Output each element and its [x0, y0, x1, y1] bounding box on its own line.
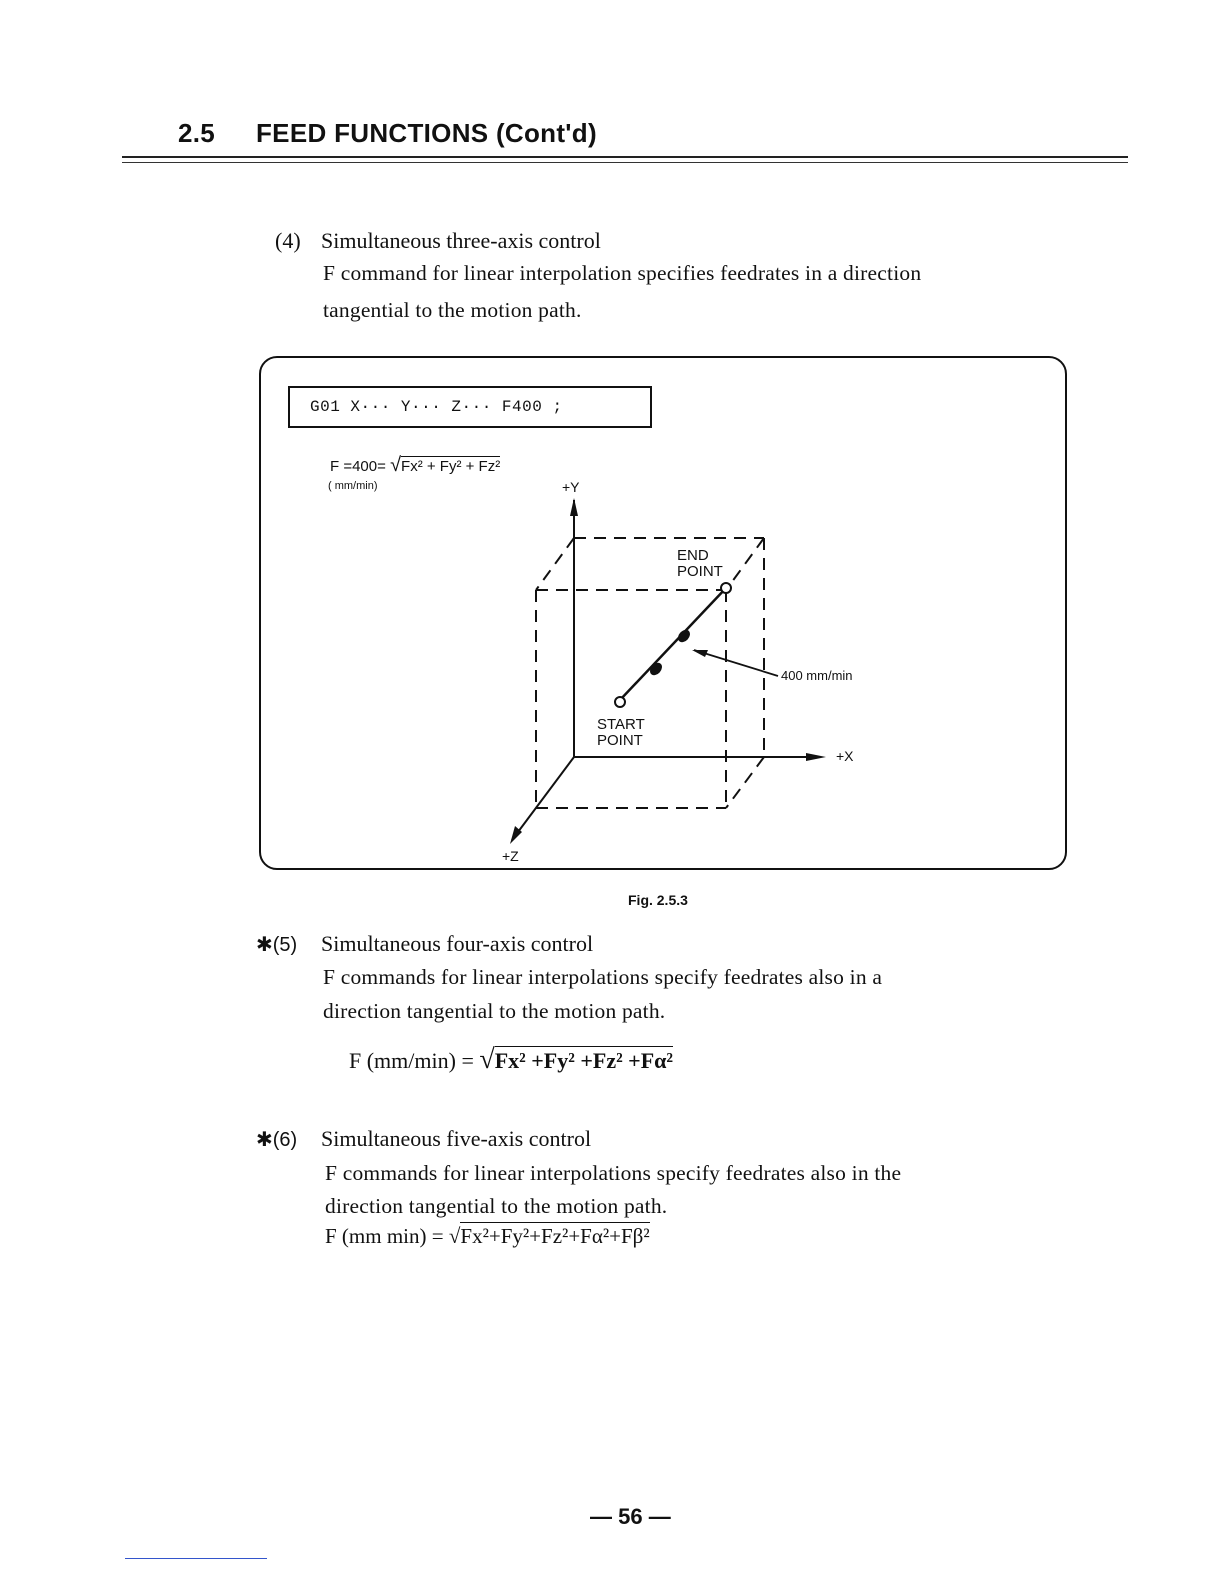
item6-formula-radicand: Fx²+Fy²+Fz²+Fα²+Fβ²	[460, 1224, 650, 1248]
z-axis-line	[512, 757, 574, 840]
start-point-line-2: POINT	[597, 732, 643, 749]
item4-title: Simultaneous three-axis control	[321, 228, 601, 253]
item5-formula-radicand: Fx² +Fy² +Fz² +Fα²	[494, 1048, 674, 1073]
section-number: 2.5	[178, 118, 216, 148]
item6-line-1: F commands for linear interpolations specify feedrates also in the	[325, 1161, 902, 1185]
footer-line	[125, 1558, 267, 1559]
end-point-label	[677, 548, 723, 580]
figure-caption: Fig. 2.5.3	[628, 892, 688, 908]
dashed-box	[536, 538, 764, 808]
figure-unit: ( mm/min)	[328, 480, 378, 492]
item5-sqrt-symbol: √	[479, 1044, 495, 1075]
figure-formula-radicand: Fx² + Fy² + Fz²	[401, 458, 501, 475]
path-dot-2	[676, 627, 693, 644]
figure-sqrt-symbol: √	[390, 454, 402, 476]
item6-sqrt-symbol: √	[448, 1224, 461, 1248]
z-axis-label: +Z	[502, 848, 519, 864]
end-point-line-2: POINT	[677, 563, 723, 580]
feed-rate-label: 400 mm/min	[781, 668, 853, 683]
item4-line-1: F command for linear interpolation specifies feedrates in a direction	[323, 261, 922, 285]
command-box: G01 X··· Y··· Z··· F400 ;	[288, 386, 652, 428]
feed-leader-line	[694, 650, 778, 676]
item5-title: Simultaneous four-axis control	[321, 931, 594, 956]
x-axis-label: +X	[836, 748, 854, 764]
y-axis-arrow	[570, 498, 578, 516]
item6-label: ✱(6)	[256, 1129, 298, 1151]
end-point-line-1: END	[677, 547, 709, 564]
figure-formula-left: F =400=	[330, 458, 386, 475]
page-number: — 56 —	[590, 1504, 671, 1529]
item5-line-1: F commands for linear interpolations specify feedrates also in a	[323, 965, 883, 989]
feed-leader-arrow	[692, 650, 708, 657]
item6-formula	[325, 1224, 650, 1249]
y-axis-label: +Y	[562, 479, 580, 495]
x-axis-arrow	[806, 753, 826, 761]
start-point-label	[597, 717, 645, 749]
item6-title: Simultaneous five-axis control	[321, 1126, 592, 1151]
start-point-marker	[615, 697, 625, 707]
item5-formula	[349, 1044, 673, 1076]
item6-formula-left: F (mm min) =	[325, 1224, 444, 1248]
item5-line-2: direction tangential to the motion path.	[323, 999, 666, 1023]
item5-formula-left: F (mm/min) =	[349, 1048, 474, 1073]
item5-label: ✱(5)	[256, 934, 298, 956]
item6-line-2: direction tangential to the motion path.	[325, 1194, 668, 1218]
item4-label: (4)	[275, 228, 301, 253]
motion-path	[620, 588, 726, 700]
section-title: FEED FUNCTIONS (Cont'd)	[256, 118, 597, 148]
end-point-marker	[721, 583, 731, 593]
item4-line-2: tangential to the motion path.	[323, 298, 582, 322]
start-point-line-1: START	[597, 716, 645, 733]
